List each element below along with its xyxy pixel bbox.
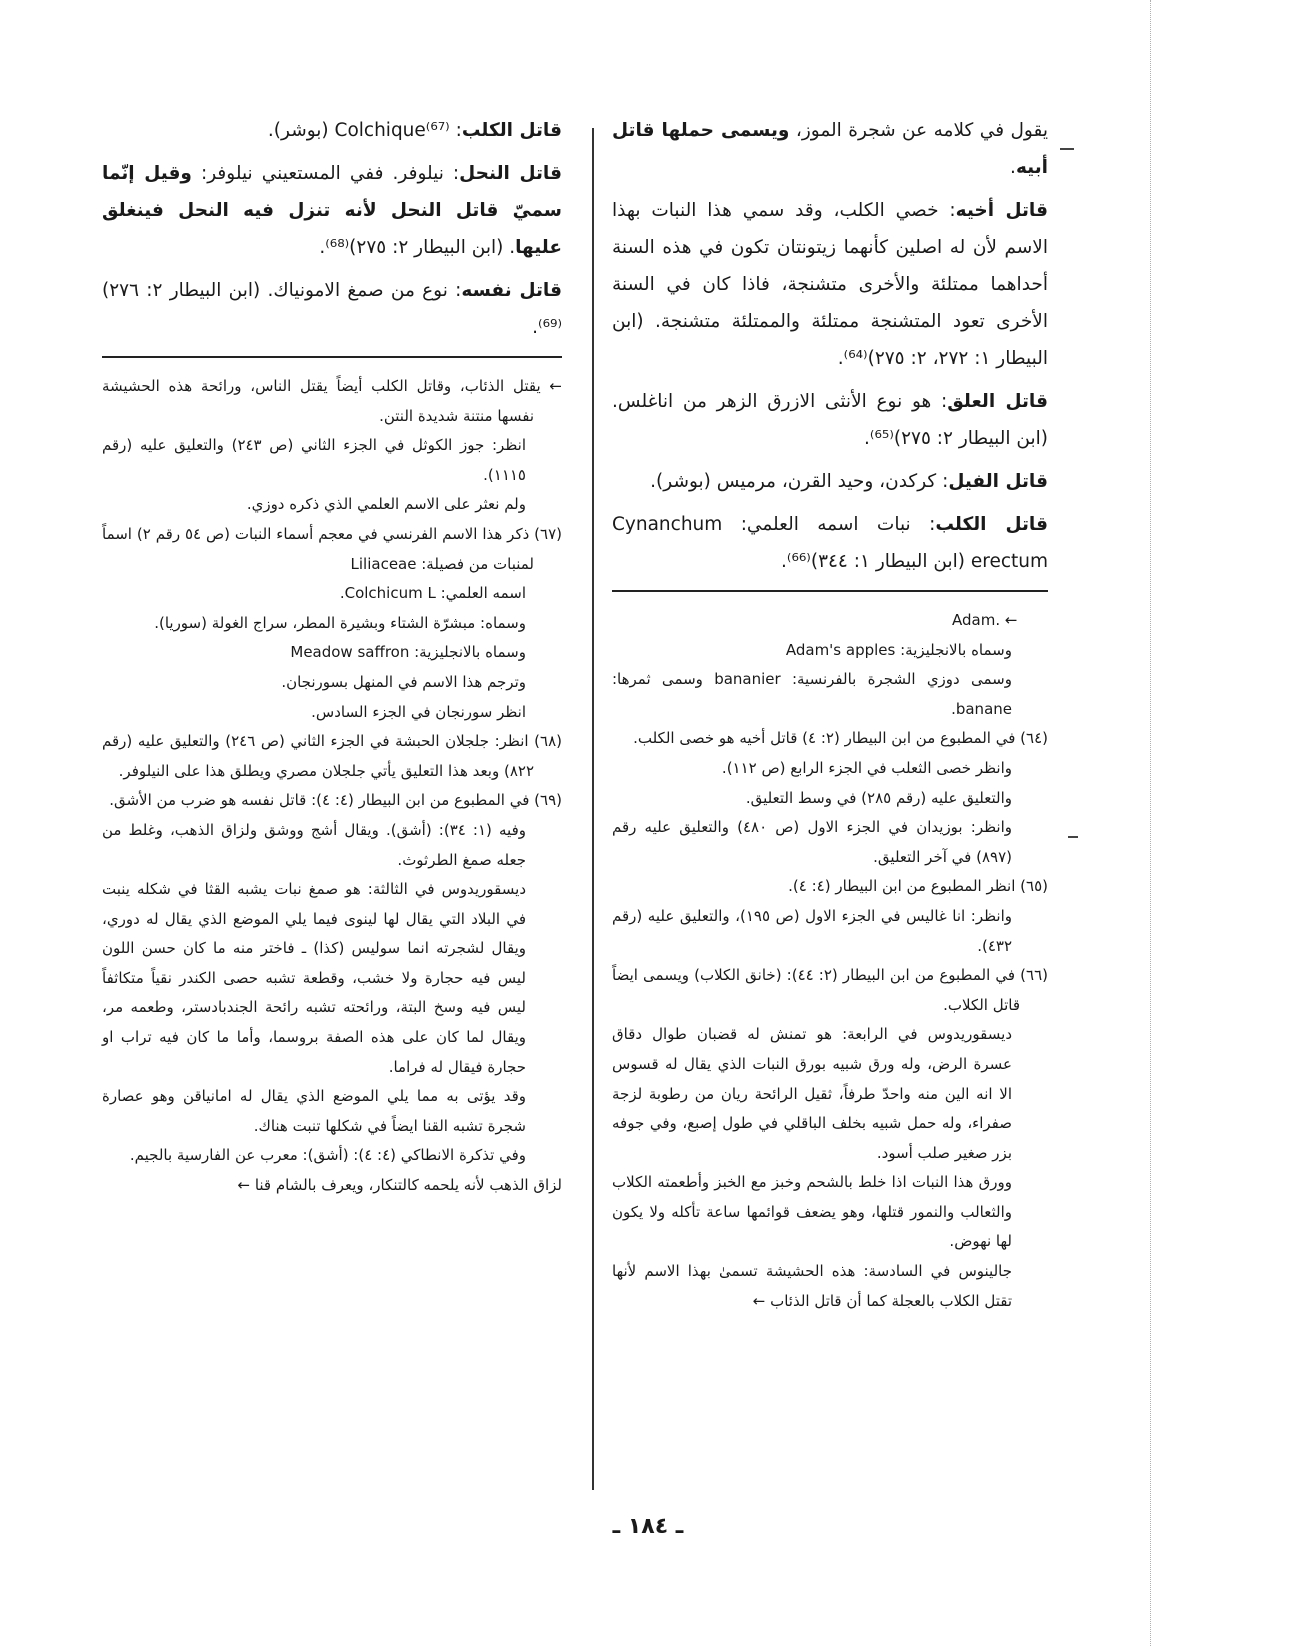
footnote-line: (٦٨) انظر: جلجلان الحبشة في الجزء الثاني (ص ٢٤٦) والتعليق عليه (رقم ٨٢٢) وبعد هذا التعليق يأتي جلجلان مصري ويطلق هذا على النيلوفر.: [102, 732, 562, 780]
scan-margin-line: [1150, 0, 1151, 1646]
footnote-line: وفي تذكرة الانطاكي (٤: ٤): (أشق): معرب عن الفارسية بالجيم.: [129, 1146, 526, 1165]
margin-mark: [1068, 836, 1078, 838]
emphasized-text: وقيل إنّما سميّ قاتل النحل لأنه تنزل فيه النحل فينغلق عليها: [102, 163, 562, 258]
entry-definition: : Colchique⁽⁶⁷⁾ (بوشر).: [267, 120, 462, 141]
footnote-line: وسمى دوزي الشجرة بالفرنسية: bananier وسمى ثمرها: banane.: [612, 670, 1012, 718]
entry-definition: : هو نوع الأنثى الازرق الزهر من اناغلس. (ابن البيطار ٢: ٢٧٥)⁽⁶⁵⁾.: [612, 391, 1048, 449]
right-column: [612, 112, 1048, 1316]
entry-term: قاتل الكلب: [935, 514, 1048, 535]
dictionary-entry: [102, 112, 562, 149]
left-column: [102, 112, 562, 1201]
text-run: .: [1010, 157, 1016, 178]
text-run: يقول في كلامه عن شجرة الموز،: [789, 120, 1048, 141]
footnote-line: ديسقوريدوس في الرابعة: هو تمنش له قضبان طوال دقاق عسرة الرض، وله ورق شبيه بورق النبات الذي يقال له قسوس الا انه الين منه واحدّ طرفاً، ثقيل الرائحة ريان من رطوبة لزجة صفراء، وله حمل شبيه بخلف الباقلي في طول إصبع، وفي جوفه بزر صغير صلب أسود.: [612, 1025, 1012, 1162]
emphasized-text: قاتل النحل: [459, 163, 562, 184]
footnote-line: انظر سورنجان في الجزء السادس.: [311, 702, 526, 721]
footnote-line: وانظر: انا غاليس في الجزء الاول (ص ١٩٥)، والتعليق عليه (رقم ٤٣٢).: [612, 906, 1012, 955]
emphasized-text: ويسمى حملها قاتل أبيه: [612, 120, 1048, 178]
dictionary-entry: [612, 192, 1048, 377]
dictionary-entry: [612, 506, 1048, 580]
footnote-line: وسماه: مبشرّة الشتاء وبشيرة المطر، سراج الغولة (سوريا).: [154, 613, 526, 632]
footnote-line: Adam. ←: [952, 611, 1018, 629]
footnote-line: والتعليق عليه (رقم ٢٨٥) في وسط التعليق.: [745, 788, 1012, 807]
footnote-line: جالينوس في السادسة: هذه الحشيشة تسمىٰ بهذا الاسم لأنها تقتل الكلاب بالعجلة كما أن قاتل الذئاب ←: [612, 1262, 1012, 1310]
footnote-line: وانظر: بوزيدان في الجزء الاول (ص ٤٨٠) والتعليق عليه رقم (٨٩٧) في آخر التعليق.: [612, 818, 1012, 866]
footnote-separator: [612, 590, 1048, 592]
footnote-line: (٦٦) في المطبوع من ابن البيطار (٢: ٤٤): (خانق الكلاب) ويسمى ايضاً قاتل الكلاب.: [612, 966, 1048, 1014]
entry-term: قاتل أخيه: [955, 200, 1048, 221]
footnote-line: وقد يؤتى به مما يلي الموضع الذي يقال له امانياقن وهو عصارة شجرة تشبه القنا ايضاً في شكلها تنبت هناك.: [102, 1087, 526, 1135]
body-paragraph: [612, 112, 1048, 186]
footnote-line: انظر: جوز الكوثل في الجزء الثاني (ص ٢٤٣) والتعليق عليه (رقم ١١١٥).: [102, 436, 526, 484]
entry-term: قاتل الكلب: [461, 120, 562, 141]
footnote-line: وانظر خصى الثعلب في الجزء الرابع (ص ١١٢).: [721, 758, 1012, 777]
entry-term: قاتل الفيل: [948, 471, 1048, 492]
footnote-line: ولم نعثر على الاسم العلمي الذي ذكره دوزي.: [246, 495, 526, 514]
footnote-line: اسمه العلمي: Colchicum L.: [339, 584, 526, 603]
entry-term: قاتل العلق: [947, 391, 1048, 412]
footnote-line: لزاق الذهب لأنه يلحمه كالتنكار، ويعرف بالشام قنا ←: [237, 1176, 562, 1195]
left-footnotes: [102, 372, 562, 1201]
right-footnotes: [612, 606, 1048, 1316]
text-run: : نيلوفر. ففي المستعيني نيلوفر:: [191, 163, 460, 184]
page-number: ـ ١٨٤ ـ: [612, 1514, 684, 1539]
dictionary-entry: [102, 272, 562, 346]
left-main-text: [102, 112, 562, 346]
footnote-line: وسماه بالانجليزية: Meadow saffron: [290, 643, 526, 662]
right-main-text: [612, 112, 1048, 580]
dictionary-entry: [612, 463, 1048, 500]
footnote-line: ← يقتل الذئاب، وقاتل الكلب أيضاً يقتل الناس، ورائحة هذه الحشيشة نفسها منتنة شديدة النتن.: [102, 377, 562, 425]
footnote-line: وترجم هذا الاسم في المنهل بسورنجان.: [281, 672, 526, 691]
entry-term: قاتل نفسه: [461, 280, 562, 301]
margin-mark: [1060, 148, 1074, 150]
entry-definition: : خصي الكلب، وقد سمي هذا النبات بهذا الاسم لأن له اصلين كأنهما زيتونتان تكون في هذه السنة أحداهما ممتلئة والأخرى متشنجة، فاذا كان في السنة الأخرى تعود المتشنجة ممتلئة والممتلئة متشنجة. (ابن البيطار ١: ٢٧٢، ٢: ٢٧٥)⁽⁶⁴⁾.: [612, 200, 1048, 369]
dictionary-entry: [612, 383, 1048, 457]
footnote-line: (٦٥) انظر المطبوع من ابن البيطار (٤: ٤).: [788, 877, 1048, 896]
entry-definition: : كركدن، وحيد القرن، مرميس (بوشر).: [650, 471, 949, 492]
footnote-line: (٦٧) ذكر هذا الاسم الفرنسي في معجم أسماء النبات (ص ٥٤ رقم ٢) اسماً لمنبات من فصيلة: Liliaceae: [102, 524, 563, 573]
footnote-line: وورق هذا النبات اذا خلط بالشحم وخبز مع الخبز وأطعمته الكلاب والثعالب والنمور قتلها، وهو يضعف قوائمها ساعة تأكله ولا يكون لها نهوض.: [612, 1173, 1012, 1251]
footnote-line: ديسقوريدوس في الثالثة: هو صمغ نبات يشبه القثا في شكله ينبت في البلاد التي يقال لها لينوى فيما يلي الموضع الذي يقال له دوري، ويقال لشجرته انما سوليس (كذا) ـ فاختر منه ما كان حسن اللون ليس فيه حجارة ولا خشب، وقطعة تشبه حصى الكندر نقياً متكاثفاً ليس فيه وسخ البتة، ورائحته تشبه رائحة الجندبادستر، وطعمه مر، ويقال لما كان على هذه الصفة بروسما، وأما ما كان فيه تراب او حجارة فيقال له فراما.: [102, 880, 526, 1076]
entry-definition: : نبات اسمه العلمي: Cynanchum erectum (ابن البيطار ١: ٣٤٤)⁽⁶⁶⁾.: [612, 514, 1048, 572]
footnote-line: (٦٤) في المطبوع من ابن البيطار (٢: ٤) قاتل أخيه هو خصى الكلب.: [633, 729, 1048, 748]
footnote-line: (٦٩) في المطبوع من ابن البيطار (٤: ٤): قاتل نفسه هو ضرب من الأشق.: [109, 791, 562, 810]
body-paragraph: [102, 155, 562, 266]
column-divider: [592, 128, 594, 1490]
footnote-separator: [102, 356, 562, 358]
entry-definition: : نوع من صمغ الامونياك. (ابن البيطار ٢: ٢٧٦)⁽⁶⁹⁾.: [102, 280, 562, 338]
text-run: . (ابن البيطار ٢: ٢٧٥)⁽⁶⁸⁾.: [319, 237, 516, 258]
footnote-line: وفيه (١: ٣٤): (أشق). ويقال أشج ووشق ولزاق الذهب، وغلط من جعله صمغ الطرثوث.: [102, 820, 526, 869]
footnote-line: وسماه بالانجليزية: Adam's apples: [785, 640, 1012, 659]
